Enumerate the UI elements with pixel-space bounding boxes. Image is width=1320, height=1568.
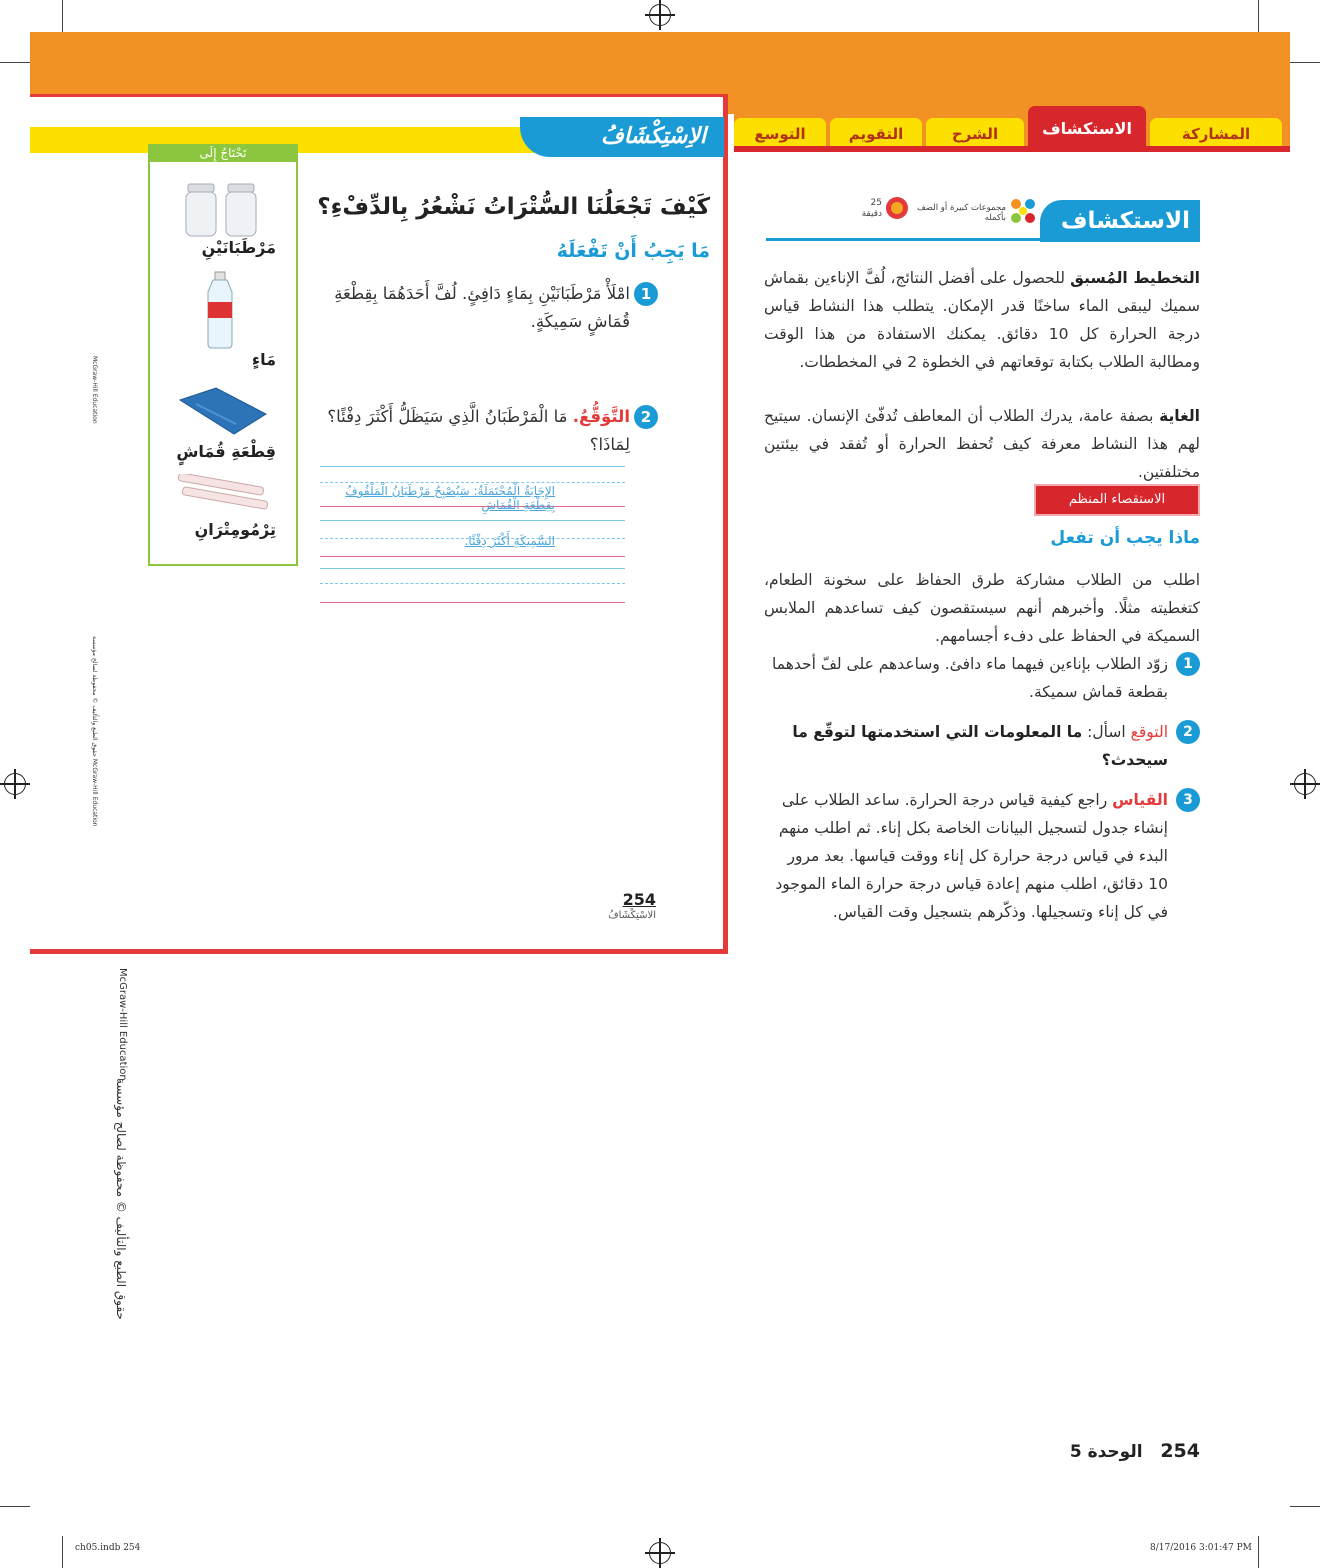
crop-mark [1290,1506,1320,1507]
registration-mark-icon [4,773,26,795]
goal-label: الغاية [1159,407,1200,425]
student-step-number: 1 [634,282,658,306]
file-name: ch05.indb 254 [75,1543,141,1553]
teacher-intro: اطلب من الطلاب مشاركة طرق الحفاظ على سخونة الطعام، كتغطيته مثلًا. وأخبرهم أنهم سيستقصون كيف تساعدهم الملابس السميكة في الحفاظ على دفء أجسامهم. [764,571,1200,645]
crop-mark [62,1536,63,1568]
material-cloth-label: قِطْعَةِ قُمَاشٍ [176,442,276,461]
unit-label: الوحدة 5 [1069,1442,1143,1462]
tab-extend[interactable]: التوسع [734,118,826,150]
student-banner-title: الاِسْتِكْشَافُ [600,124,706,149]
crop-mark [1258,0,1259,32]
crop-mark [0,1506,30,1507]
writing-line [320,568,625,569]
teacher-step2-question: ما المعلومات التي استخدمتها لتوقّع ما سيحدث؟ [792,723,1168,769]
teacher-what-to-do: ماذا يجب أن تفعل [1050,528,1200,548]
cloth-icon [176,384,270,438]
tab-explain[interactable]: الشرح [926,118,1024,150]
tab-engage[interactable]: المشاركة [1150,118,1282,150]
material-thermometers-label: تِرْمُومِتْرَانِ [194,520,276,539]
teacher-step-number: 1 [1176,652,1200,676]
material-water-label: مَاءٍ [251,350,276,369]
teacher-step3 [764,786,1168,926]
material-jars-label: مَرْطَبَانَيْنِ [201,238,276,257]
tab-evaluate[interactable]: التقويم [830,118,922,150]
clock-icon [886,197,908,219]
teacher-page-number: 254 [1160,1440,1200,1462]
student-answer-line2: السَّمِيكَةِ أَكْثَرَ دِفْئًا. [464,534,555,548]
planning-label: التخطيط المُسبق [1070,269,1200,287]
student-step1-text: امْلَأْ مَرْطَبَانَيْنِ بِمَاءٍ دَافِئٍ. لُفَّ أَحَدَهُمَا بِقِطْعَةِ قُمَاشٍ سَمِيكَةٍ. [334,284,630,331]
crop-mark [1258,1536,1259,1568]
thermometers-icon [176,474,270,514]
planning-paragraph [764,264,1200,376]
ask-prefix: اسأل: [1087,723,1126,741]
group-icon [1008,196,1038,226]
copyright-side: حقوق الطبع والتأليف © محفوظة لصالح مؤسسة [114,1078,128,1320]
water-bottle-icon [200,270,240,350]
student-step-number: 2 [634,405,658,429]
publisher-side-small: McGraw-Hill Education [91,356,98,424]
registration-mark-icon [1294,773,1316,795]
crop-mark [1290,62,1320,63]
writing-line [320,583,625,584]
time-value: 25 [870,198,882,208]
teacher-step2 [764,718,1168,774]
teacher-step3-text: راجع كيفية قياس درجة الحرارة. ساعد الطلاب على إنشاء جدول لتسجيل البيانات الخاصة بكل إناء. ثم اطلب منهم البدء في قياس درجة حرارة كل إناء ووقت قياسها. بعد مرور 10 دقائق، اطلب منهم إعادة قياس درجة حرارة الماء الموجود في كل إناء وتسجيلها. وذكّرهم بتسجيل وقت القياس. [775,791,1168,921]
goal-text: بصفة عامة، يدرك الطلاب أن المعاطف تُدفّئ الإنسان. سيتيح لهم هذا النشاط معرفة كيف تُحفظ الحرارة أو تُفقد في بيئتين مختلفتين. [764,407,1200,481]
writing-line [320,482,625,483]
time-unit: دقيقة [861,209,882,219]
teacher-step-number: 2 [1176,720,1200,744]
crop-mark [62,0,63,32]
student-page-number: 254 [622,890,656,909]
writing-line [320,556,625,557]
strategy-badge: الاستقصاء المنظم [1034,484,1200,516]
student-page-frame [30,94,728,954]
teacher-banner-title: الاستكشاف [1060,208,1190,234]
writing-line [320,602,625,603]
registration-mark-icon [649,4,671,26]
crop-mark [0,62,30,63]
time-label [840,198,882,220]
predict-label: التوقع [1130,723,1168,741]
student-what-to-do: مَا يَجِبُ أَنْ تَفْعَلَهُ [556,240,710,262]
planning-text: للحصول على أفضل النتائج، لُفَّ الإناءين بقماش سميك ليبقى الماء ساخنًا قدر الإمكان. يتطلب هذا النشاط قياس درجة الحرارة كل 10 دقائق. يمكنك الاستفادة من هذا الوقت ومطالبة الطلاب بكتابة توقعاتهم في الخطوة 2 في المخططات. [764,269,1200,371]
materials-header: تَحْتَاجُ إِلَى [148,144,298,162]
copyright-side-small: حقوق الطبع والتأليف © محفوظة لصالح مؤسسة McGraw-Hill Education [91,636,98,827]
measure-label: القياس [1112,791,1168,809]
publisher-side: McGraw-Hill Education [117,968,128,1081]
writing-line [320,466,625,467]
student-step2 [320,403,630,459]
teacher-step1-text: زوّد الطلاب بإناءين فيهما ماء دافئ. وساعدهم على لفّ أحدهما بقطعة قماش سميكة. [772,655,1168,701]
group-size-label: مجموعات كبيرة أو الصف بأكمله [916,203,1006,223]
nav-underline [734,146,1290,152]
writing-line [320,520,625,521]
student-page-label: الاسْتِكْشَافُ [608,910,656,921]
print-date: 8/17/2016 3:01:47 PM [1150,1543,1252,1553]
teacher-step-number: 3 [1176,788,1200,812]
student-step2-text: مَا الْمَرْطَبَانُ الَّذِي سَيَظَلُّ أَكْثَرَ دِفْئًا؟ لِمَاذَا؟ [327,407,630,454]
goal-paragraph [764,402,1200,486]
jars-icon [182,180,266,240]
student-predict-label: التَّوَقُّعُ. [572,407,630,426]
tab-explore[interactable]: الاستكشاف [1028,106,1146,150]
student-answer-line1: الإِجَابَةُ الْمُحْتَمَلَةُ: سَيُصْبِحُ مَرْطَبَانُ الْمَلْفُوفُ بِقِطْعَةِ الْقُمَاشِ [345,484,555,512]
registration-mark-icon [649,1542,671,1564]
student-question: كَيْفَ تَجْعَلُنَا السُّتْرَاتُ نَشْعُرُ بِالدِّفْءِ؟ [317,194,710,220]
page-footer [1000,1440,1200,1462]
